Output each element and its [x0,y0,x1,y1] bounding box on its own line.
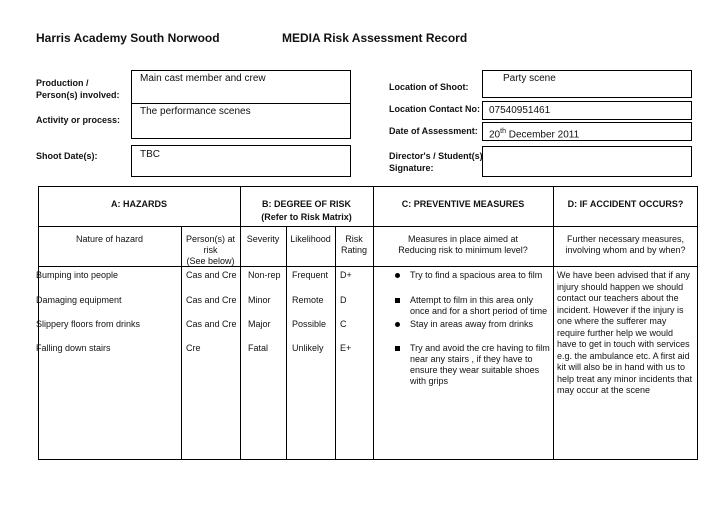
measure-item: Try and avoid the cre having to film near any stairs , if they have to ensure they wear suitable shoes with grips [410,343,550,386]
activity-field[interactable] [131,103,351,139]
date-value [489,126,579,141]
persons-cell: Cas and Cre [186,319,237,329]
col-risk-rating: Risk Rating [340,234,367,255]
col-persons-at-risk: Person(s) at risk (See below) [185,234,236,266]
likelihood-cell: Frequent [292,270,329,280]
location-field[interactable] [482,70,692,98]
date-day: 20 [489,129,501,141]
col-divider [286,226,287,460]
measure-item: Attempt to film in this area only once and for a short period of time [410,295,548,316]
section-hazards: A: HAZARDS [111,199,167,209]
persons-cell: Cre [186,343,201,353]
persons-cell: Cas and Cre [186,295,237,305]
activity-value: The performance scenes [140,106,251,117]
measure-item: Stay in areas away from drinks [410,319,534,329]
section-degree-of-risk: B: DEGREE OF RISK [261,199,351,209]
bullet-icon [395,346,400,351]
col-severity: Severity [246,234,280,244]
col-nature-of-hazard: Nature of hazard [75,234,144,244]
likelihood-cell: Remote [292,295,324,305]
col-divider [373,186,374,460]
col-likelihood: Likelihood [290,234,331,244]
col-measures: Measures in place aimed at Reducing risk to minimum level? [398,234,528,255]
bullet-icon [395,298,400,303]
school-name: Harris Academy South Norwood [36,31,220,45]
production-label: Production / Person(s) involved: [36,78,120,100]
director-signature-field[interactable] [482,146,692,177]
page-title: MEDIA Risk Assessment Record [282,31,468,45]
further-measures-text: We have been advised that if any injury should happen we should contact our teachers about the incident. However if the injury is one where the sufferer may require further help we would have to get in touch with services e.g. the ambulance etc. A first aid kit will also be in hand with us to help treat any minor incidents that may occur at the scene [557,270,693,395]
col-divider [553,186,554,460]
shoot-dates-field[interactable] [131,145,351,177]
rating-cell: D+ [340,270,352,280]
rating-cell: D [340,295,347,305]
date-field[interactable] [482,122,692,141]
measure-item: Try to find a spacious area to film [410,270,543,280]
severity-cell: Non-rep [248,270,281,280]
production-field[interactable] [131,70,351,104]
director-label: Director's / Student(s) Signature: [389,151,483,173]
rating-cell: E+ [340,343,352,353]
section-if-accident: D: IF ACCIDENT OCCURS? [567,199,684,209]
col-divider [240,186,241,460]
severity-cell: Minor [248,295,271,305]
date-suffix: th [500,128,506,135]
section-degree-of-risk-note: (Refer to Risk Matrix) [261,212,352,222]
location-label: Location of Shoot: [389,82,469,92]
hazard-cell: Damaging equipment [36,295,122,305]
column-header-divider [38,266,698,267]
hazard-cell: Falling down stairs [36,343,111,353]
contact-field[interactable] [482,101,692,120]
likelihood-cell: Possible [292,319,327,329]
location-value: Party scene [503,73,556,84]
likelihood-cell: Unlikely [292,343,324,353]
hazard-cell: Slippery floors from drinks [36,319,141,329]
activity-label: Activity or process: [36,115,121,125]
bullet-icon [395,273,400,278]
col-divider [335,226,336,460]
bullet-icon [395,322,400,327]
hazard-cell: Bumping into people [36,270,119,280]
rating-cell: C [340,319,347,329]
date-label: Date of Assessment: [389,126,478,136]
contact-label: Location Contact No: [389,104,480,114]
shoot-dates-value: TBC [140,149,160,160]
section-divider [38,226,698,227]
shoot-dates-label: Shoot Date(s): [36,151,98,161]
persons-cell: Cas and Cre [186,270,237,280]
contact-value: 07540951461 [489,105,551,116]
section-preventive-measures: C: PREVENTIVE MEASURES [401,199,525,209]
date-month-year: December 2011 [505,129,580,141]
severity-cell: Major [248,319,271,329]
production-value: Main cast member and crew [140,73,266,84]
col-further-measures: Further necessary measures, involving whom and by when? [565,234,686,255]
severity-cell: Fatal [248,343,269,353]
